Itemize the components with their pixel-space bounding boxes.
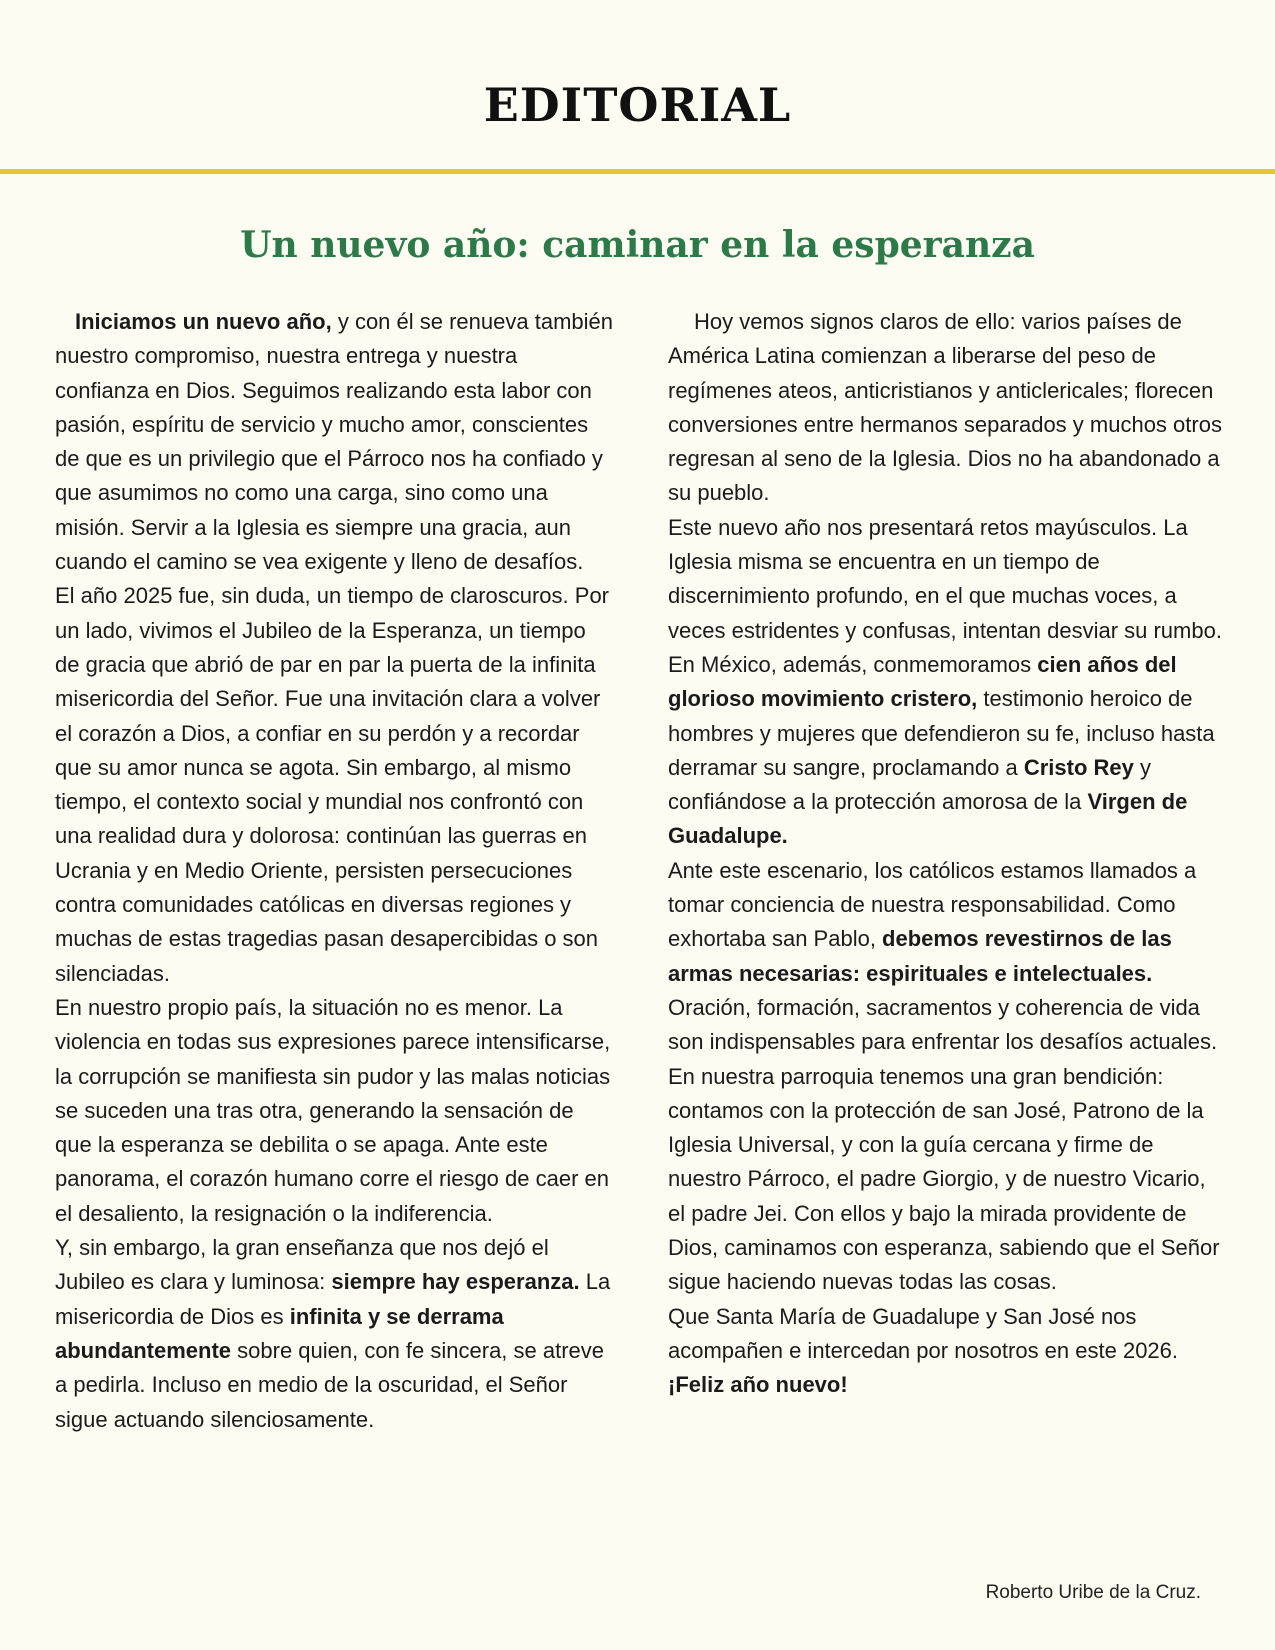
author-signature: Roberto Uribe de la Cruz. — [985, 1582, 1201, 1603]
paragraph-challenges: Este nuevo año nos presentará retos mayúsculos. La Iglesia misma se encuentra en un tiempo de discernimiento profundo, en el que muchas voces, a veces estridentes y confusas, intentan desviar su rumbo. En México, además, conmemoramos cien años del glorioso movimiento cristero, testimonio heroico de hombres y mujeres que defendieron su fe, incluso hasta derramar su sangre, proclamando a Cristo Rey y confiándose a la protección amorosa de la Virgen de Guadalupe. — [668, 514, 1222, 849]
right-column — [668, 305, 1223, 1403]
paragraph-signs: Hoy vemos signos claros de ello: varios países de América Latina comienzan a liberarse del peso de regímenes ateos, anticristianos y anticlericales; florecen conversiones entre hermanos separados y muchos otros regresan al seno de la Iglesia. Dios no ha abandonado a su pueblo. — [668, 309, 1222, 506]
left-column — [55, 305, 615, 1437]
paragraph-intro: Iniciamos un nuevo año, y con él se renueva también nuestro compromiso, nuestra entrega y nuestra confianza en Dios. Seguimos realizando esta labor con pasión, espíritu de servicio y mucho amor, conscientes de que es un privilegio que el Párroco nos ha confiado y que asumimos no como una carga, sino como una misión. Servir a la Iglesia es siempre una gracia, aun cuando el camino se vea exigente y lleno de desafíos. — [55, 309, 613, 575]
section-title: EDITORIAL — [483, 78, 792, 132]
intro-bold: Iniciamos un nuevo año, — [75, 309, 332, 334]
paragraph-jubilee: Y, sin embargo, la gran enseñanza que nos dejó el Jubileo es clara y luminosa: siempre hay esperanza. La misericordia de Dios es infinita y se derrama abundantemente sobre quien, con fe sincera, se atreve a pedirla. Incluso en medio de la oscuridad, el Señor sigue actuando silenciosamente. — [55, 1235, 611, 1432]
paragraph-responsibility: Ante este escenario, los católicos estamos llamados a tomar conciencia de nuestra responsabilidad. Como exhortaba san Pablo, debemos revestirnos de las armas necesarias: espirituales e intelectuales. Oración, formación, sacramentos y coherencia de vida son indispensables para enfrentar los desafíos actuales. En nuestra parroquia tenemos una gran bendición: contamos con la protección de san José, Patrono de la Iglesia Universal, y con la guía cercana y firme de nuestro Párroco, el padre Giorgio, y de nuestro Vicario, el padre Jei. Con ellos y bajo la mirada providente de Dios, caminamos con esperanza, sabiendo que el Señor sigue haciendo nuevas todas las cosas. — [668, 857, 1220, 1295]
article-headline: Un nuevo año: caminar en la esperanza — [240, 224, 1035, 266]
paragraph-2025: El año 2025 fue, sin duda, un tiempo de claroscuros. Por un lado, vivimos el Jubileo de la Esperanza, un tiempo de gracia que abrió de par en par la puerta de la infinita misericordia del Señor. Fue una invitación clara a volver el corazón a Dios, a confiar en su perdón y a recordar que su amor nunca se agota. Sin embargo, al mismo tiempo, el contexto social y mundial nos confrontó con una realidad dura y dolorosa: continúan las guerras en Ucrania y en Medio Oriente, persisten persecuciones contra comunidades católicas en diversas regiones y muchas de estas tragedias pasan desapercibidas o son silenciadas. — [55, 583, 610, 986]
paragraph-blessing: Que Santa María de Guadalupe y San José nos acompañen e intercedan por nosotros en este 2026. — [668, 1303, 1179, 1363]
title-divider — [0, 169, 1275, 174]
paragraph-greeting: ¡Feliz año nuevo! — [668, 1372, 848, 1398]
paragraph-country: En nuestro propio país, la situación no es menor. La violencia en todas sus expresiones parece intensificarse, la corrupción se manifiesta sin pudor y las malas noticias se suceden una tras otra, generando la sensación de que la esperanza se debilita o se apaga. Ante este panorama, el corazón humano corre el riesgo de caer en el desaliento, la resignación o la indiferencia. — [55, 994, 611, 1226]
